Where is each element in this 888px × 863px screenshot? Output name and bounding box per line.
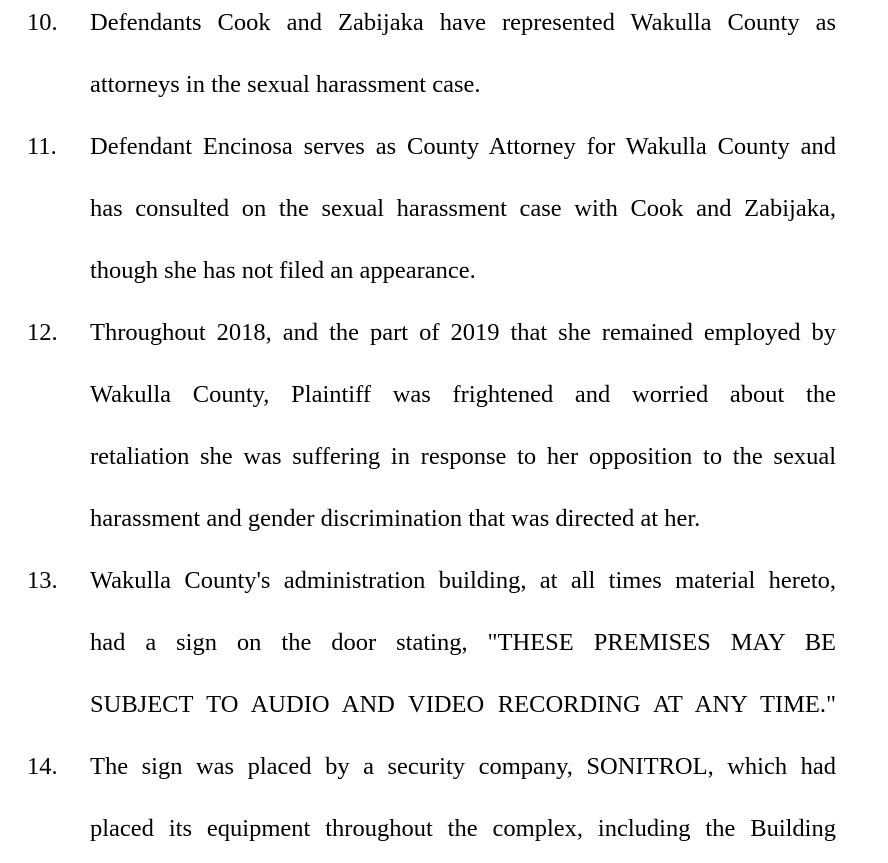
paragraph-line: Defendant Encinosa serves as County Attorney for Wakulla County and [90, 133, 836, 160]
paragraph-line: harassment and gender discrimination that was directed at her. [90, 505, 701, 532]
paragraph-line: placed its equipment throughout the complex, including the Building [90, 815, 836, 842]
paragraph-number: 10. [27, 9, 58, 36]
paragraph-line: had a sign on the door stating, "THESE PREMISES MAY BE [90, 629, 836, 656]
paragraph-line: Wakulla County, Plaintiff was frightened and worried about the [90, 381, 836, 408]
paragraph-number: 11. [27, 133, 57, 160]
paragraph-line: retaliation she was suffering in response to her opposition to the sexual [90, 443, 836, 470]
paragraph-number: 13. [27, 567, 58, 594]
paragraph-line: Wakulla County's administration building, at all times material hereto, [90, 567, 836, 594]
paragraph-line: attorneys in the sexual harassment case. [90, 71, 481, 98]
paragraph-number: 12. [27, 319, 58, 346]
paragraph-line: has consulted on the sexual harassment case with Cook and Zabijaka, [90, 195, 836, 222]
paragraph-line: though she has not filed an appearance. [90, 257, 476, 284]
paragraph-number: 14. [27, 753, 58, 780]
paragraph-line: Defendants Cook and Zabijaka have represented Wakulla County as [90, 9, 836, 36]
paragraph-line: SUBJECT TO AUDIO AND VIDEO RECORDING AT ANY TIME." [90, 691, 836, 718]
paragraph-line: Throughout 2018, and the part of 2019 that she remained employed by [90, 319, 836, 346]
paragraph-line: The sign was placed by a security company, SONITROL, which had [90, 753, 836, 780]
